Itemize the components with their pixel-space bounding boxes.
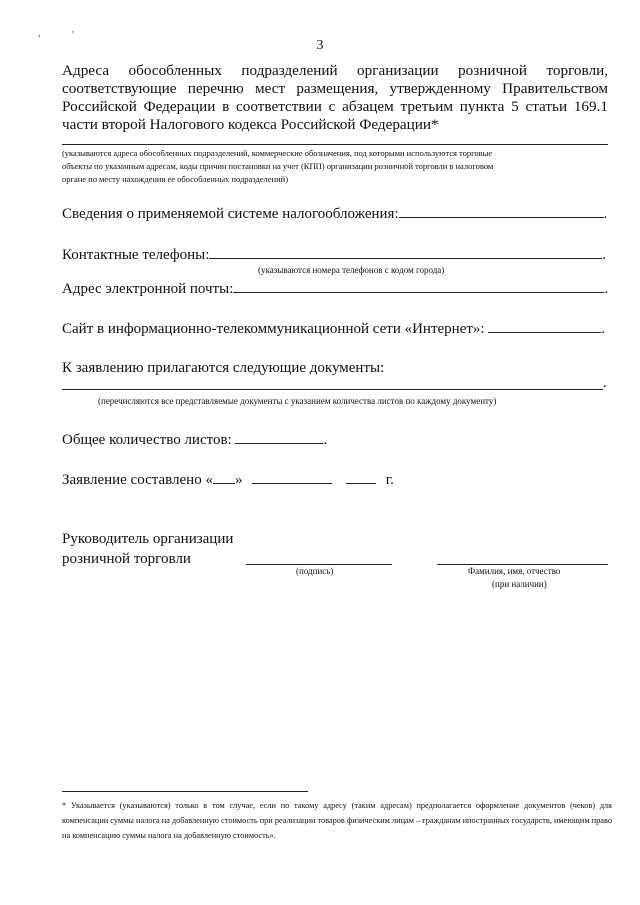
addresses-note-line: объекты по указанным адресам, коды причин постановки на учет (КПП) организации розничной торговли в налоговом (62, 161, 494, 171)
date-month-field[interactable] (252, 471, 332, 484)
name-caption: Фамилия, имя, отчество (468, 566, 561, 576)
signer-title-line: розничной торговли (62, 551, 191, 567)
page-number: 3 (316, 38, 324, 53)
tax-system-field[interactable] (399, 205, 604, 218)
signature-caption: (подпись) (296, 566, 334, 576)
phones-note: (указываются номера телефонов с кодом города) (258, 265, 445, 275)
scan-mark: , (38, 28, 41, 39)
addresses-note-line: (указываются адреса обособленных подразделений, коммерческие обозначения, под которыми используются торговые (62, 148, 493, 158)
date-row (62, 471, 394, 489)
attached-field[interactable] (62, 389, 603, 390)
website-label: Сайт в информационно-телекоммуникационной сети «Интернет»: (62, 321, 485, 337)
scan-mark: ' (72, 30, 74, 41)
date-day-field[interactable] (213, 471, 235, 484)
total-sheets-label: Общее количество листов: (62, 432, 232, 448)
period: . (602, 247, 607, 263)
phones-field[interactable] (209, 246, 602, 259)
total-sheets-row (62, 431, 327, 449)
period: . (603, 375, 607, 391)
phones-row (62, 246, 606, 264)
full-name-field[interactable] (437, 564, 608, 565)
period: . (601, 321, 606, 337)
website-field[interactable] (488, 320, 601, 333)
date-quote: » (234, 472, 243, 488)
email-label: Адрес электронной почты: (62, 281, 234, 297)
name-caption-note: (при наличии) (492, 579, 547, 589)
attached-label: К заявлению прилагаются следующие документы: (62, 360, 385, 376)
addresses-line[interactable] (62, 144, 608, 145)
date-year-suffix: г. (385, 472, 394, 488)
footnote-separator (62, 791, 308, 792)
intro-paragraph: Адреса обособленных подразделений организации розничной торговли, соответствующие перечню мест размещения, утвержденному Правительством Российской Федерации в соответствии с абзацем третьим пункта 5 статьи 169.1 части второй Налогового кодекса Российской Федерации* (62, 62, 608, 133)
phones-label: Контактные телефоны: (62, 247, 210, 263)
period: . (323, 432, 328, 448)
email-field[interactable] (233, 280, 604, 293)
period: . (603, 206, 608, 222)
tax-system-row (62, 205, 607, 223)
date-year-field[interactable] (346, 471, 376, 484)
email-row (62, 280, 608, 298)
total-sheets-field[interactable] (235, 431, 323, 444)
footnote: * Указывается (указываются) только в том случае, если по такому адресу (таким адресам) предполагается оформление документов (чеков) для компенсации суммы налога на добавленную стоимость при реализации товаров физическим лицам – гражданам иностранных государств, имеющим право на компенсацию суммы налога на добавленную стоимость». (62, 801, 612, 840)
date-label: Заявление составлено « (62, 472, 213, 488)
addresses-note-line: органе по месту нахождения ее обособленных подразделений) (62, 174, 289, 184)
signer-title-line: Руководитель организации (62, 531, 234, 547)
attached-note: (перечисляются все представляемые документы с указанием количества листов по каждому документу) (98, 396, 497, 406)
signature-field[interactable] (246, 564, 392, 565)
period: . (604, 281, 609, 297)
addresses-note (62, 147, 622, 186)
website-row (62, 320, 605, 338)
tax-system-label: Сведения о применяемой системе налогообложения: (62, 206, 399, 222)
signer-block (62, 529, 233, 569)
